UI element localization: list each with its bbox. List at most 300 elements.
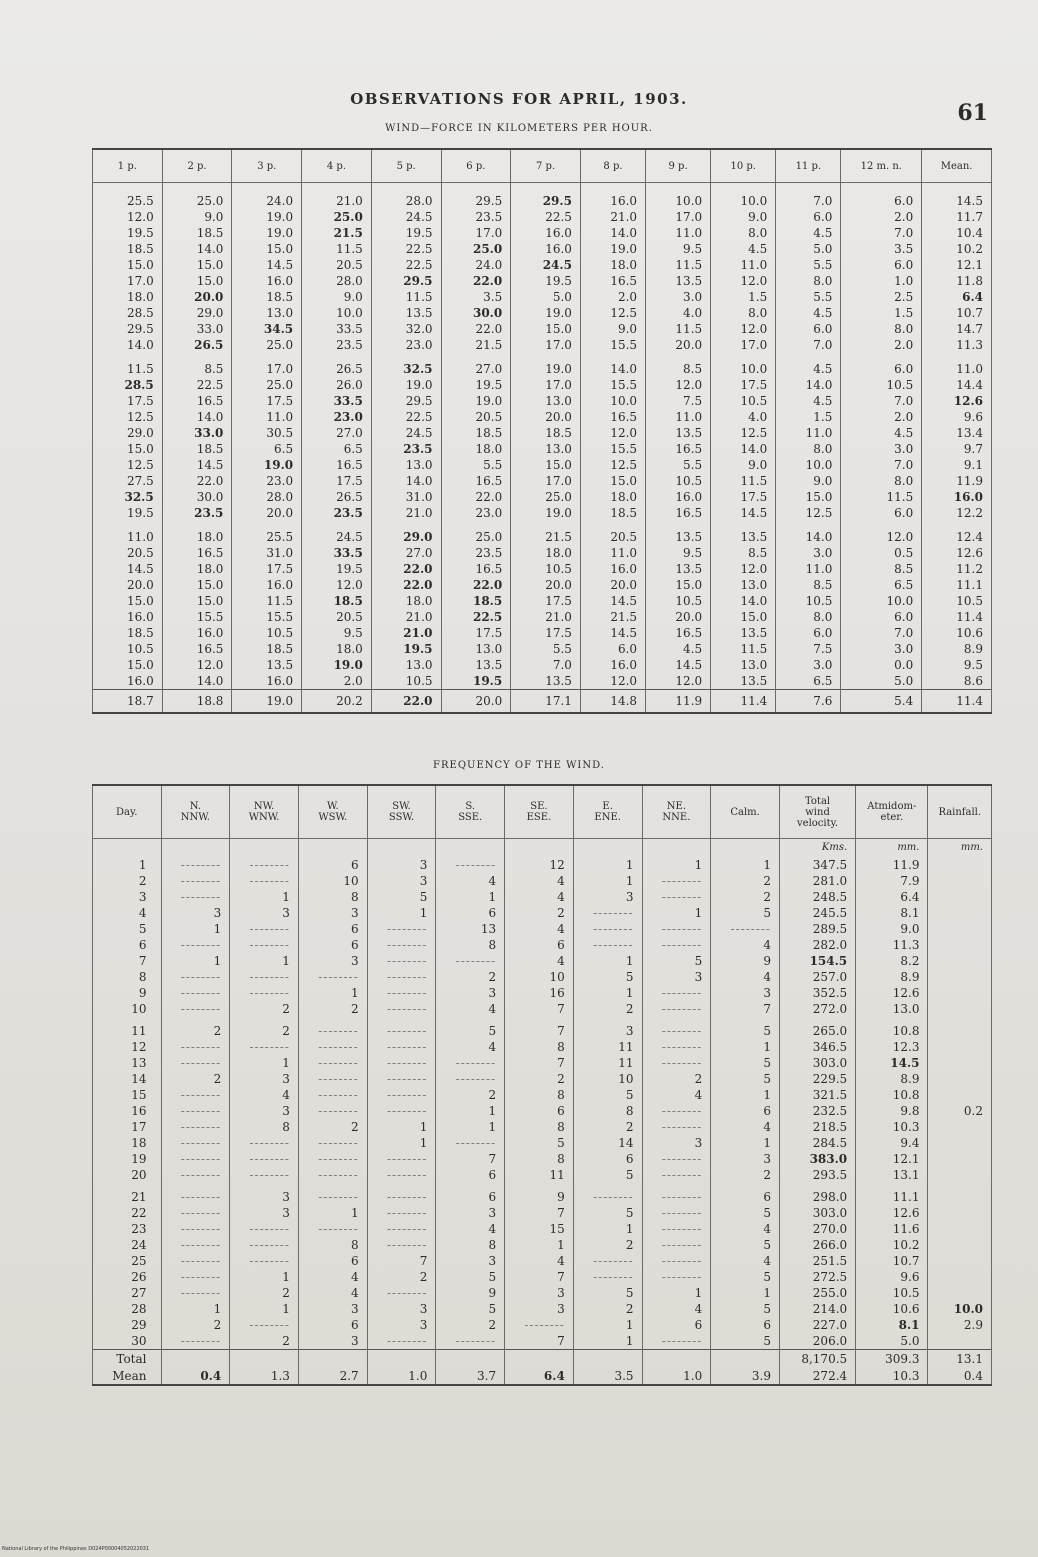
frequency-cell: 1: [573, 953, 642, 969]
frequency-cell: [230, 921, 299, 937]
frequency-cell: 8.9: [856, 969, 928, 985]
spacer-cell: [922, 521, 992, 529]
blank-dash: --------: [593, 1254, 634, 1268]
day-cell: 17: [93, 1119, 162, 1135]
wind-cell: 14.0: [711, 441, 776, 457]
wind-cell: 8.5: [841, 561, 922, 577]
wind-cell: 11.5: [302, 241, 372, 257]
table-row: [93, 441, 992, 457]
frequency-cell: 10: [298, 873, 367, 889]
frequency-cell: 3: [642, 969, 711, 985]
wind-cell: 21.5: [580, 609, 645, 625]
frequency-cell: [161, 1135, 230, 1151]
wind-cell: 11.0: [580, 545, 645, 561]
frequency-cell: 3: [298, 905, 367, 921]
frequency-cell: [367, 1237, 436, 1253]
frequency-cell: [367, 969, 436, 985]
frequency-cell: 7: [436, 1151, 505, 1167]
blank-dash: --------: [249, 1254, 290, 1268]
frequency-cell: [161, 1039, 230, 1055]
wind-cell: 29.5: [511, 183, 581, 210]
day-cell: 27: [93, 1285, 162, 1301]
wind-cell: 8.0: [776, 609, 841, 625]
total-cell: [711, 1350, 780, 1368]
frequency-cell: 6: [711, 1189, 780, 1205]
wind-cell: 17.5: [711, 377, 776, 393]
wind-cell: 14.5: [232, 257, 302, 273]
wind-cell: 6.5: [232, 441, 302, 457]
frequency-cell: [367, 1167, 436, 1183]
frequency-cell: [230, 1135, 299, 1151]
frequency-col-header: SW. SSW.: [367, 785, 436, 839]
wind-col-header: 7 p.: [511, 149, 581, 183]
wind-cell: 9.5: [646, 545, 711, 561]
frequency-col-header: Day.: [93, 785, 162, 839]
frequency-cell: [230, 1237, 299, 1253]
frequency-cell: 12.6: [856, 1205, 928, 1221]
frequency-cell: 14.5: [856, 1055, 928, 1071]
frequency-title: FREQUENCY OF THE WIND.: [433, 760, 605, 771]
wind-cell: 24.5: [371, 209, 441, 225]
frequency-cell: [642, 921, 711, 937]
wind-cell: 19.5: [441, 673, 511, 690]
wind-cell: 10.0: [711, 183, 776, 210]
day-cell: 8: [93, 969, 162, 985]
frequency-cell: [161, 1189, 230, 1205]
frequency-cell: 284.5: [779, 1135, 855, 1151]
frequency-cell: 6: [298, 921, 367, 937]
wind-mean-cell: 20.0: [441, 690, 511, 714]
frequency-cell: 5: [573, 1087, 642, 1103]
blank-dash: --------: [386, 1088, 428, 1102]
frequency-cell: 14: [573, 1135, 642, 1151]
blank-dash: --------: [386, 1190, 428, 1204]
blank-dash: --------: [524, 1318, 565, 1332]
wind-cell: 6.0: [776, 321, 841, 337]
wind-cell: 12.0: [646, 673, 711, 690]
frequency-cell: [298, 1135, 367, 1151]
day-cell: 30: [93, 1333, 162, 1350]
frequency-cell: 4: [505, 921, 574, 937]
wind-cell: 12.0: [93, 209, 163, 225]
frequency-cell: [230, 1317, 299, 1333]
row-spacer: [93, 353, 992, 361]
wind-cell: 20.0: [232, 505, 302, 521]
blank-dash: --------: [180, 1190, 222, 1204]
wind-col-header: 5 p.: [371, 149, 441, 183]
frequency-cell: 3: [230, 905, 299, 921]
frequency-cell: 5: [436, 1301, 505, 1317]
frequency-cell: 3: [161, 905, 230, 921]
wind-cell: 22.5: [441, 609, 511, 625]
blank-dash: --------: [180, 1120, 222, 1134]
wind-cell: 10.5: [511, 561, 581, 577]
frequency-cell: [928, 1087, 992, 1103]
spacer-cell: [302, 353, 372, 361]
frequency-cell: 1: [230, 889, 299, 905]
frequency-cell: 1: [573, 873, 642, 889]
blank-dash: --------: [661, 1024, 703, 1038]
wind-cell: 20.0: [646, 337, 711, 353]
frequency-cell: [230, 873, 299, 889]
table-row: [93, 289, 992, 305]
wind-cell: 33.5: [302, 393, 372, 409]
frequency-cell: [642, 1253, 711, 1269]
wind-cell: 19.0: [441, 393, 511, 409]
frequency-cell: 6: [436, 1189, 505, 1205]
frequency-cell: 10.6: [856, 1301, 928, 1317]
unit-cell: [298, 839, 367, 858]
blank-dash: --------: [318, 1072, 359, 1086]
blank-dash: --------: [661, 1254, 703, 1268]
wind-cell: 33.5: [302, 321, 372, 337]
wind-cell: 9.6: [922, 409, 992, 425]
wind-cell: 10.2: [922, 241, 992, 257]
wind-cell: 6.0: [841, 183, 922, 210]
frequency-cell: 2: [436, 1317, 505, 1333]
frequency-cell: [573, 921, 642, 937]
table-row: [93, 1253, 992, 1269]
frequency-cell: [642, 1269, 711, 1285]
table-row: [93, 921, 992, 937]
wind-col-header: 4 p.: [302, 149, 372, 183]
wind-cell: 6.0: [580, 641, 645, 657]
frequency-cell: [642, 1119, 711, 1135]
blank-dash: --------: [386, 1206, 428, 1220]
table-row: [93, 1071, 992, 1087]
frequency-cell: [928, 1285, 992, 1301]
frequency-cell: 1: [711, 1087, 780, 1103]
wind-cell: 13.5: [511, 673, 581, 690]
wind-cell: 11.2: [922, 561, 992, 577]
frequency-cell: 3: [573, 889, 642, 905]
total-cell: [230, 1350, 299, 1368]
wind-cell: 19.0: [511, 305, 581, 321]
frequency-cell: [230, 1039, 299, 1055]
wind-cell: 24.5: [511, 257, 581, 273]
frequency-cell: 3: [367, 1301, 436, 1317]
wind-cell: 6.5: [302, 441, 372, 457]
wind-mean-cell: 11.9: [646, 690, 711, 714]
wind-cell: 15.0: [162, 273, 232, 289]
wind-cell: 16.0: [646, 489, 711, 505]
wind-cell: 32.5: [371, 361, 441, 377]
frequency-cell: 4: [505, 889, 574, 905]
wind-cell: 23.5: [302, 337, 372, 353]
blank-dash: --------: [593, 1270, 634, 1284]
frequency-cell: [298, 969, 367, 985]
wind-cell: 22.0: [441, 321, 511, 337]
wind-cell: 11.3: [922, 337, 992, 353]
table-row: [93, 409, 992, 425]
wind-cell: 23.5: [302, 505, 372, 521]
frequency-mean-row: [93, 1367, 992, 1385]
wind-cell: 12.0: [302, 577, 372, 593]
day-cell: 10: [93, 1001, 162, 1017]
wind-cell: 17.5: [232, 393, 302, 409]
wind-cell: 18.0: [580, 489, 645, 505]
wind-cell: 18.5: [232, 641, 302, 657]
frequency-cell: 11.9: [856, 857, 928, 873]
frequency-cell: 8: [505, 1119, 574, 1135]
frequency-cell: [642, 1103, 711, 1119]
frequency-cell: [161, 1167, 230, 1183]
wind-cell: 20.0: [511, 409, 581, 425]
wind-cell: 11.1: [922, 577, 992, 593]
frequency-cell: [642, 1205, 711, 1221]
wind-cell: 24.0: [441, 257, 511, 273]
wind-cell: 26.5: [162, 337, 232, 353]
frequency-cell: 9: [505, 1189, 574, 1205]
wind-cell: 23.0: [371, 337, 441, 353]
blank-dash: --------: [455, 1072, 497, 1086]
frequency-cell: [928, 1269, 992, 1285]
mean-cell: 3.5: [573, 1367, 642, 1385]
wind-mean-cell: 19.0: [232, 690, 302, 714]
wind-cell: 22.0: [441, 577, 511, 593]
wind-cell: 15.0: [776, 489, 841, 505]
frequency-cell: 2.9: [928, 1317, 992, 1333]
day-cell: 5: [93, 921, 162, 937]
blank-dash: --------: [180, 1238, 222, 1252]
frequency-cell: [298, 1103, 367, 1119]
frequency-cell: 232.5: [779, 1103, 855, 1119]
wind-cell: 26.5: [302, 361, 372, 377]
frequency-cell: 5: [711, 1269, 780, 1285]
table-row: [93, 593, 992, 609]
mean-cell: 1.3: [230, 1367, 299, 1385]
frequency-cell: 4: [298, 1285, 367, 1301]
wind-cell: 17.0: [711, 337, 776, 353]
wind-cell: 9.0: [711, 209, 776, 225]
frequency-cell: 245.5: [779, 905, 855, 921]
blank-dash: --------: [318, 1190, 359, 1204]
wind-cell: 8.6: [922, 673, 992, 690]
wind-force-table: [92, 148, 992, 714]
frequency-cell: 2: [711, 889, 780, 905]
blank-dash: --------: [386, 1238, 428, 1252]
wind-cell: 5.5: [776, 289, 841, 305]
wind-cell: 22.5: [371, 241, 441, 257]
wind-cell: 22.0: [162, 473, 232, 489]
frequency-cell: 2: [505, 905, 574, 921]
frequency-cell: [298, 1071, 367, 1087]
blank-dash: --------: [318, 970, 359, 984]
wind-cell: 11.9: [922, 473, 992, 489]
table-row: [93, 1151, 992, 1167]
wind-cell: 20.0: [162, 289, 232, 305]
frequency-cell: [928, 905, 992, 921]
frequency-cell: [928, 953, 992, 969]
blank-dash: --------: [386, 1286, 428, 1300]
wind-mean-cell: 17.1: [511, 690, 581, 714]
frequency-cell: [367, 985, 436, 1001]
total-cell: 309.3: [856, 1350, 928, 1368]
wind-cell: 19.0: [371, 377, 441, 393]
wind-cell: 8.0: [711, 305, 776, 321]
mean-cell: 3.7: [436, 1367, 505, 1385]
spacer-cell: [371, 521, 441, 529]
wind-cell: 11.5: [711, 641, 776, 657]
wind-cell: 7.0: [511, 657, 581, 673]
wind-cell: 10.5: [776, 593, 841, 609]
wind-cell: 26.5: [302, 489, 372, 505]
table-row: [93, 609, 992, 625]
frequency-col-header: Atmidom- eter.: [856, 785, 928, 839]
spacer-cell: [646, 353, 711, 361]
frequency-cell: 8.2: [856, 953, 928, 969]
wind-cell: 30.0: [162, 489, 232, 505]
wind-col-header: 6 p.: [441, 149, 511, 183]
frequency-cell: 5: [711, 905, 780, 921]
table-row: [93, 1135, 992, 1151]
frequency-cell: 293.5: [779, 1167, 855, 1183]
frequency-cell: 7: [505, 1269, 574, 1285]
wind-cell: 2.0: [841, 337, 922, 353]
wind-cell: 10.5: [646, 473, 711, 489]
wind-cell: 9.0: [302, 289, 372, 305]
table-row: [93, 1237, 992, 1253]
wind-cell: 18.5: [93, 241, 163, 257]
wind-cell: 7.0: [841, 625, 922, 641]
frequency-table: [92, 784, 992, 1386]
frequency-cell: 1: [436, 889, 505, 905]
total-cell: [573, 1350, 642, 1368]
wind-cell: 15.5: [232, 609, 302, 625]
wind-cell: 14.0: [580, 225, 645, 241]
frequency-cell: 5: [642, 953, 711, 969]
table-row: [93, 377, 992, 393]
wind-cell: 15.0: [93, 657, 163, 673]
wind-col-header: 10 p.: [711, 149, 776, 183]
frequency-col-header: Rainfall.: [928, 785, 992, 839]
wind-cell: 12.0: [162, 657, 232, 673]
frequency-cell: 4: [642, 1301, 711, 1317]
wind-cell: 4.0: [646, 305, 711, 321]
table-row: [93, 1317, 992, 1333]
wind-col-header: 2 p.: [162, 149, 232, 183]
blank-dash: --------: [661, 1056, 703, 1070]
wind-cell: 4.5: [776, 361, 841, 377]
frequency-cell: [367, 1151, 436, 1167]
frequency-cell: [928, 1001, 992, 1017]
frequency-cell: 1: [161, 953, 230, 969]
wind-cell: 19.0: [302, 657, 372, 673]
wind-cell: 6.0: [841, 361, 922, 377]
wind-cell: 4.5: [776, 305, 841, 321]
wind-cell: 18.0: [93, 289, 163, 305]
frequency-cell: 1: [436, 1119, 505, 1135]
table-row: [93, 505, 992, 521]
table-row: [93, 1205, 992, 1221]
blank-dash: --------: [455, 1056, 497, 1070]
wind-cell: 13.5: [371, 305, 441, 321]
frequency-cell: [928, 1221, 992, 1237]
frequency-cell: 347.5: [779, 857, 855, 873]
frequency-cell: 218.5: [779, 1119, 855, 1135]
frequency-cell: 214.0: [779, 1301, 855, 1317]
frequency-cell: 5: [573, 1205, 642, 1221]
wind-cell: 29.5: [371, 393, 441, 409]
frequency-cell: 303.0: [779, 1205, 855, 1221]
wind-cell: 15.0: [232, 241, 302, 257]
wind-cell: 11.5: [371, 289, 441, 305]
frequency-cell: 10.3: [856, 1119, 928, 1135]
frequency-cell: 2: [573, 1301, 642, 1317]
wind-cell: 3.0: [646, 289, 711, 305]
wind-cell: 16.5: [646, 505, 711, 521]
frequency-cell: [298, 1039, 367, 1055]
spacer-cell: [580, 521, 645, 529]
wind-cell: 10.0: [776, 457, 841, 473]
frequency-cell: [436, 1071, 505, 1087]
blank-dash: --------: [180, 1270, 222, 1284]
blank-dash: --------: [661, 1334, 703, 1348]
frequency-cell: 281.0: [779, 873, 855, 889]
mean-cell: 6.4: [505, 1367, 574, 1385]
wind-cell: 5.0: [841, 673, 922, 690]
frequency-cell: 1: [161, 921, 230, 937]
frequency-cell: 2: [298, 1119, 367, 1135]
wind-cell: 12.0: [711, 561, 776, 577]
mean-cell: 2.7: [298, 1367, 367, 1385]
wind-cell: 17.5: [511, 625, 581, 641]
wind-cell: 11.0: [646, 409, 711, 425]
wind-cell: 6.0: [776, 625, 841, 641]
wind-cell: 12.5: [93, 409, 163, 425]
wind-cell: 16.5: [162, 393, 232, 409]
wind-cell: 7.0: [776, 183, 841, 210]
day-cell: 6: [93, 937, 162, 953]
spacer-cell: [162, 521, 232, 529]
spacer-cell: [711, 521, 776, 529]
wind-cell: 3.0: [841, 441, 922, 457]
frequency-body: [93, 839, 992, 1350]
frequency-cell: 5: [711, 1071, 780, 1087]
frequency-cell: 346.5: [779, 1039, 855, 1055]
frequency-cell: [642, 1151, 711, 1167]
frequency-cell: [367, 921, 436, 937]
frequency-cell: [161, 1333, 230, 1350]
spacer-cell: [511, 353, 581, 361]
frequency-cell: 1: [230, 1301, 299, 1317]
spacer-cell: [232, 521, 302, 529]
wind-cell: 29.0: [162, 305, 232, 321]
table-row: [93, 1333, 992, 1350]
frequency-cell: 1: [711, 1039, 780, 1055]
frequency-cell: 4: [436, 1039, 505, 1055]
wind-cell: 17.5: [232, 561, 302, 577]
spacer-cell: [922, 353, 992, 361]
wind-cell: 20.0: [511, 577, 581, 593]
day-cell: 12: [93, 1039, 162, 1055]
wind-cell: 13.5: [441, 657, 511, 673]
wind-cell: 18.5: [232, 289, 302, 305]
table-row: [93, 337, 992, 353]
day-cell: 15: [93, 1087, 162, 1103]
frequency-cell: 8: [573, 1103, 642, 1119]
table-row: [93, 209, 992, 225]
wind-cell: 14.0: [93, 337, 163, 353]
wind-cell: 13.5: [711, 625, 776, 641]
wind-cell: 11.5: [646, 321, 711, 337]
frequency-cell: [928, 1023, 992, 1039]
frequency-cell: [436, 1135, 505, 1151]
blank-dash: --------: [249, 986, 290, 1000]
spacer-cell: [93, 353, 163, 361]
unit-cell: [436, 839, 505, 858]
frequency-cell: 1: [230, 953, 299, 969]
